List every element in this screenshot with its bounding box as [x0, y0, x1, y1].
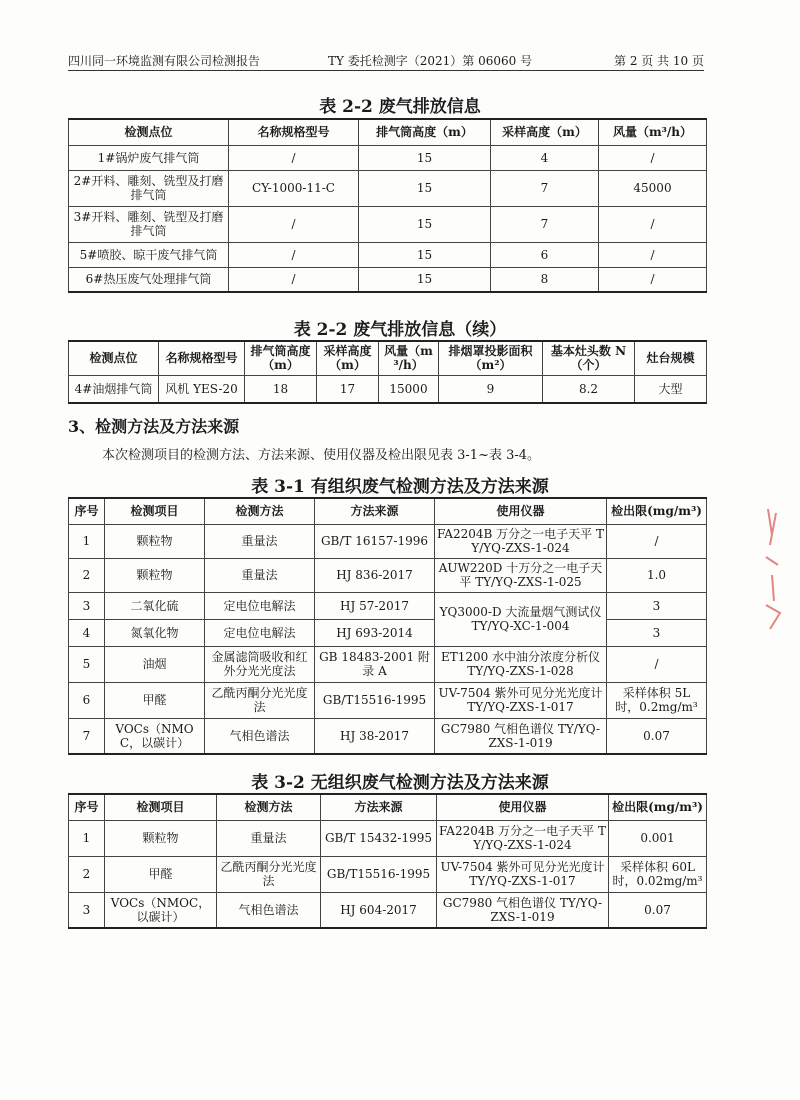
table-cell: 15 — [359, 170, 491, 206]
column-header: 排烟罩投影面积（m²） — [439, 341, 543, 375]
table-cell: / — [229, 145, 359, 170]
table-cell: GB/T15516-1995 — [315, 682, 435, 718]
table-2-2b-title: 表 2-2 废气排放信息（续） — [293, 320, 507, 340]
table-cell: 气相色谱法 — [217, 892, 321, 928]
header-report-number: TY 委托检测字（2021）第 06060 号 — [328, 54, 533, 68]
table-cell: CY-1000-11-C — [229, 170, 359, 206]
table-cell: 甲醛 — [105, 682, 205, 718]
column-header: 风量（m³/h） — [379, 341, 439, 375]
table-header-row — [69, 341, 707, 375]
column-header: 名称规格型号 — [159, 341, 245, 375]
table-cell: 7 — [491, 170, 599, 206]
table-cell: / — [607, 646, 707, 682]
table-2-2 — [68, 118, 707, 293]
table-cell: / — [229, 242, 359, 267]
table-cell: 1.0 — [607, 558, 707, 592]
table-cell: 8 — [491, 267, 599, 292]
table-cell: HJ 604-2017 — [321, 892, 437, 928]
table-cell: 1#锅炉废气排气筒 — [69, 145, 229, 170]
table-row — [69, 206, 707, 242]
table-cell: HJ 836-2017 — [315, 558, 435, 592]
table-cell: UV-7504 紫外可见分光光度计 TY/YQ-ZXS-1-017 — [435, 682, 607, 718]
table-cell: 3 — [69, 892, 105, 928]
table-cell: 4 — [69, 619, 105, 646]
table-cell: UV-7504 紫外可见分光光度计 TY/YQ-ZXS-1-017 — [437, 856, 609, 892]
column-header: 名称规格型号 — [229, 119, 359, 145]
table-cell: / — [229, 206, 359, 242]
table-2-2-title: 表 2-2 废气排放信息 — [319, 97, 481, 117]
table-cell: 3#开料、雕刻、铣型及打磨排气筒 — [69, 206, 229, 242]
table-row — [69, 718, 707, 754]
table-cell: GB 18483-2001 附录 A — [315, 646, 435, 682]
table-cell: 4#油烟排气筒 — [69, 375, 159, 403]
table-row — [69, 856, 707, 892]
column-header: 检测点位 — [69, 119, 229, 145]
column-header: 采样高度（m） — [491, 119, 599, 145]
table-cell: 乙酰丙酮分光光度法 — [217, 856, 321, 892]
table-cell: 5#喷胶、晾干废气排气筒 — [69, 242, 229, 267]
table-cell: 17 — [317, 375, 379, 403]
table-row — [69, 145, 707, 170]
table-row — [69, 170, 707, 206]
table-cell: 3 — [69, 592, 105, 619]
table-row — [69, 267, 707, 292]
table-cell: GB/T15516-1995 — [321, 856, 437, 892]
table-row — [69, 619, 707, 646]
column-header: 序号 — [69, 498, 105, 524]
table-cell: 5 — [69, 646, 105, 682]
table-row — [69, 524, 707, 558]
section-3-heading: 3、检测方法及方法来源 — [68, 417, 240, 436]
header-page-number: 第 2 页 共 10 页 — [614, 54, 704, 68]
table-row — [69, 646, 707, 682]
table-cell: 乙酰丙酮分光光度法 — [205, 682, 315, 718]
seal-mark-graphic — [762, 505, 784, 635]
table-cell: 6 — [69, 682, 105, 718]
table-cell: 6#热压废气处理排气筒 — [69, 267, 229, 292]
column-header: 使用仪器 — [435, 498, 607, 524]
table-cell: 采样体积 60L 时，0.02mg/m³ — [609, 856, 707, 892]
column-header: 风量（m³/h） — [599, 119, 707, 145]
table-cell: 7 — [69, 718, 105, 754]
table-cell: AUW220D 十万分之一电子天平 TY/YQ-ZXS-1-025 — [435, 558, 607, 592]
table-cell: GB/T 16157-1996 — [315, 524, 435, 558]
table-header-row — [69, 794, 707, 820]
table-cell: FA2204B 万分之一电子天平 TY/YQ-ZXS-1-024 — [435, 524, 607, 558]
table-cell: 15 — [359, 267, 491, 292]
table-cell: 3 — [607, 619, 707, 646]
column-header: 序号 — [69, 794, 105, 820]
table-cell: 气相色谱法 — [205, 718, 315, 754]
table-3-1-title: 表 3-1 有组织废气检测方法及方法来源 — [251, 477, 549, 497]
table-row — [69, 375, 707, 403]
table-cell: 0.001 — [609, 820, 707, 856]
table-cell: 15000 — [379, 375, 439, 403]
table-row — [69, 242, 707, 267]
table-cell: 0.07 — [607, 718, 707, 754]
column-header: 灶台规模 — [635, 341, 707, 375]
table-cell: GB/T 15432-1995 — [321, 820, 437, 856]
header-company: 四川同一环境监测有限公司检测报告 — [68, 54, 261, 68]
table-cell: FA2204B 万分之一电子天平 TY/YQ-ZXS-1-024 — [437, 820, 609, 856]
column-header: 方法来源 — [315, 498, 435, 524]
table-header-row — [69, 498, 707, 524]
table-cell: 1 — [69, 524, 105, 558]
table-row — [69, 892, 707, 928]
column-header: 检测点位 — [69, 341, 159, 375]
table-row — [69, 682, 707, 718]
table-cell: 风机 YES-20 — [159, 375, 245, 403]
table-3-2-title: 表 3-2 无组织废气检测方法及方法来源 — [251, 773, 549, 793]
table-cell: 15 — [359, 206, 491, 242]
table-3-1 — [68, 497, 707, 755]
table-cell: GC7980 气相色谱仪 TY/YQ-ZXS-1-019 — [435, 718, 607, 754]
table-cell: 重量法 — [205, 524, 315, 558]
table-3-2 — [68, 793, 707, 929]
column-header: 检测项目 — [105, 794, 217, 820]
column-header: 检测方法 — [205, 498, 315, 524]
table-cell: 45000 — [599, 170, 707, 206]
table-cell: VOCs（NMOC，以碳计） — [105, 892, 217, 928]
table-row — [69, 558, 707, 592]
table-cell: / — [229, 267, 359, 292]
table-cell: 颗粒物 — [105, 524, 205, 558]
table-cell: / — [599, 267, 707, 292]
table-cell: 颗粒物 — [105, 558, 205, 592]
section-3-paragraph: 本次检测项目的检测方法、方法来源、使用仪器及检出限见表 3-1~表 3-4。 — [102, 448, 541, 463]
table-cell: / — [599, 206, 707, 242]
table-cell: 3 — [607, 592, 707, 619]
column-header: 基本灶头数 N（个） — [543, 341, 635, 375]
column-header: 排气筒高度（m） — [245, 341, 317, 375]
table-cell: 6 — [491, 242, 599, 267]
table-cell: YQ3000-D 大流量烟气测试仪 TY/YQ-XC-1-004 — [435, 592, 607, 646]
table-cell: 金属滤筒吸收和红外分光光度法 — [205, 646, 315, 682]
table-cell: / — [599, 242, 707, 267]
table-cell: 15 — [359, 145, 491, 170]
table-cell: 8.2 — [543, 375, 635, 403]
table-cell: 9 — [439, 375, 543, 403]
table-cell: 重量法 — [205, 558, 315, 592]
table-cell: ET1200 水中油分浓度分析仪 TY/YQ-ZXS-1-028 — [435, 646, 607, 682]
table-row — [69, 592, 707, 619]
table-header-row — [69, 119, 707, 145]
column-header: 采样高度（m） — [317, 341, 379, 375]
table-cell: 15 — [359, 242, 491, 267]
table-cell: VOCs（NMOC，以碳计） — [105, 718, 205, 754]
table-cell: GC7980 气相色谱仪 TY/YQ-ZXS-1-019 — [437, 892, 609, 928]
column-header: 方法来源 — [321, 794, 437, 820]
table-cell: 采样体积 5L 时，0.2mg/m³ — [607, 682, 707, 718]
table-cell: 油烟 — [105, 646, 205, 682]
column-header: 检出限(mg/m³) — [609, 794, 707, 820]
table-cell: / — [599, 145, 707, 170]
table-cell: 氮氧化物 — [105, 619, 205, 646]
table-row — [69, 820, 707, 856]
table-2-2b — [68, 340, 707, 404]
table-cell: HJ 693-2014 — [315, 619, 435, 646]
table-cell: 0.07 — [609, 892, 707, 928]
table-cell: HJ 57-2017 — [315, 592, 435, 619]
column-header: 使用仪器 — [437, 794, 609, 820]
table-cell: 重量法 — [217, 820, 321, 856]
column-header: 检测方法 — [217, 794, 321, 820]
column-header: 检出限(mg/m³) — [607, 498, 707, 524]
table-cell: 甲醛 — [105, 856, 217, 892]
table-cell: 大型 — [635, 375, 707, 403]
table-cell: 1 — [69, 820, 105, 856]
table-cell: 2 — [69, 558, 105, 592]
page-header — [68, 52, 704, 71]
column-header: 排气筒高度（m） — [359, 119, 491, 145]
table-cell: HJ 38-2017 — [315, 718, 435, 754]
table-cell: 定电位电解法 — [205, 592, 315, 619]
seal-mark — [762, 505, 784, 635]
table-cell: 2#开料、雕刻、铣型及打磨排气筒 — [69, 170, 229, 206]
table-cell: 定电位电解法 — [205, 619, 315, 646]
column-header: 检测项目 — [105, 498, 205, 524]
table-cell: 颗粒物 — [105, 820, 217, 856]
table-cell: 18 — [245, 375, 317, 403]
table-cell: 7 — [491, 206, 599, 242]
table-cell: / — [607, 524, 707, 558]
table-cell: 2 — [69, 856, 105, 892]
table-cell: 二氧化硫 — [105, 592, 205, 619]
table-cell: 4 — [491, 145, 599, 170]
